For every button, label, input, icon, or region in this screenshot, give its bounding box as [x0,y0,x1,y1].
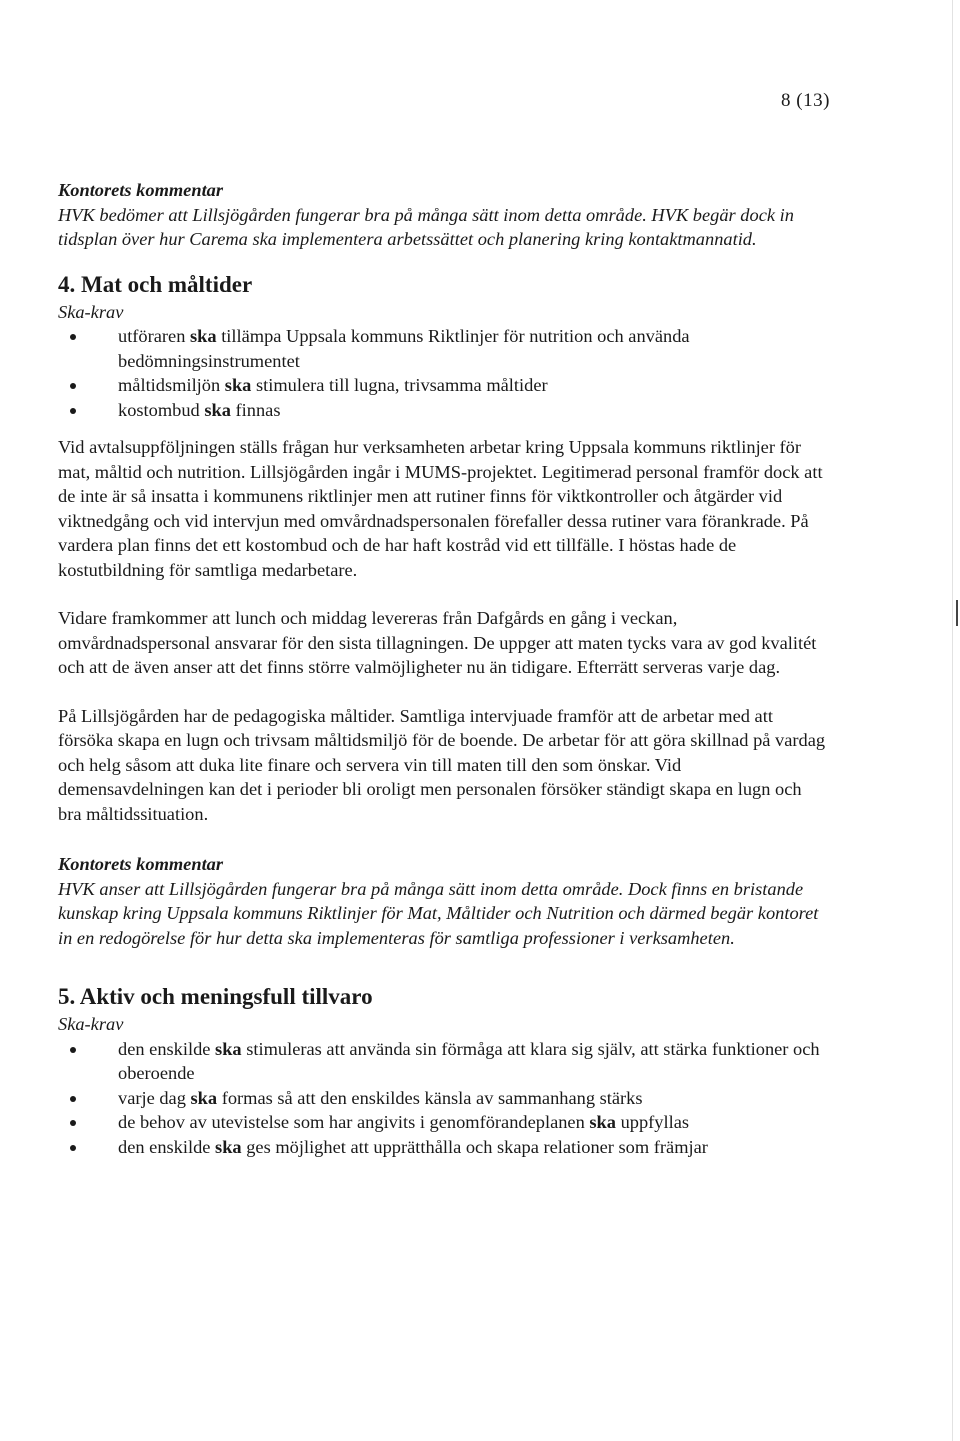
bullet-icon [70,1145,76,1151]
bullet-icon [70,408,76,414]
body-paragraph: Vidare framkommer att lunch och middag levereras från Dafgårds en gång i veckan, omvårdnadspersonal ansvarar för den sista tillagningen. De uppger att maten tycks vara av god kvalitét och att de även anser att det finns större valmöjligheter nu än tidigare. Efterrätt serveras varje dag. [58,608,817,677]
item-keyword: ska [190,1087,218,1108]
item-text: stimulera till lugna, trivsamma måltider [251,375,548,395]
item-text: utföraren [118,326,190,346]
scan-margin-mark [956,600,958,626]
item-keyword: ska [215,1136,242,1157]
item-text: tillämpa Uppsala kommuns Riktlinjer för nutrition och använda bedömningsinstrumentet [118,326,690,371]
item-keyword: ska [215,1038,242,1059]
section-title: 4. Mat och måltider [58,271,253,297]
list-item [58,1135,828,1160]
item-text: måltidsmiljön [118,375,225,395]
item-text: kostombud [118,399,205,420]
section-title: 5. Aktiv och meningsfull tillvaro [58,984,373,1009]
requirement-list [58,324,828,422]
item-text: ges möjlighet att upprätthålla och skapa relationer som främjar [241,1136,708,1157]
body-paragraph: På Lillsjögården har de pedagogiska måltider. Samtliga intervjuade framför att de arbetar med att försöka skapa en lugn och trivsam måltidsmiljö för de boende. De arbetar för att göra skillnad på vardag och helg såsom att duka lite finare och servera vin till maten till den som önskar. Vid demensavdelningen kan det i perioder bli oroligt men personalen försöker ständigt skapa en lugn och bra måltidssituation. [58,705,826,824]
bullet-icon [70,1120,76,1126]
item-text: den enskilde [118,1136,216,1157]
item-text: varje dag [118,1087,191,1108]
list-item [58,1086,828,1111]
item-keyword: ska [190,326,217,346]
bullet-icon [70,1096,76,1102]
item-keyword: ska [204,399,231,420]
item-text: stimuleras att använda sin förmåga att klara sig själv, att stärka funktioner och oberoende [118,1038,820,1083]
page-number: 8 (13) [781,90,830,111]
document-body [58,178,828,1159]
requirement-label: Ska-krav [58,1014,124,1034]
item-text: finnas [230,399,281,420]
list-item [58,398,828,423]
list-item [58,324,828,373]
comment-text: HVK anser att Lillsjögården fungerar bra på många sätt inom detta område. Dock finns en bristande kunskap kring Uppsala kommuns Riktlinjer för Mat, Måltider och Nutrition och därmed begär kontoret in en redogörelse för hur detta ska implementeras för samtliga professioner i verksamheten. [58,878,819,948]
page-edge-line [952,0,953,1441]
item-text: den enskilde [118,1038,216,1059]
requirement-list [58,1037,828,1160]
item-keyword: ska [589,1112,616,1132]
item-keyword: ska [224,375,252,395]
item-text: formas så att den enskildes känsla av sammanhang stärks [217,1087,643,1108]
list-item [58,373,828,398]
body-paragraph: Vid avtalsuppföljningen ställs frågan hur verksamheten arbetar kring Uppsala kommuns riktlinjer för mat, måltid och nutrition. Lillsjögården ingår i MUMS-projektet. Legitimerad personal framför dock att de inte är så insatta i kommunens riktlinjer men att rutiner finns för viktkontroller och åtgärder vid viktnedgång och vid intervjun med omvårdnadspersonalen förefaller dessa rutiner vara förankrade. På vardera plan finns det ett kostombud och de har haft kostråd vid ett tillfälle. I höstas hade de kostutbildning för samtliga medarbetare. [58,437,823,580]
bullet-icon [70,334,76,340]
item-text: uppfyllas [615,1112,690,1132]
comment-heading: Kontorets kommentar [58,180,224,200]
item-text: de behov av utevistelse som har angivits i genomförandeplanen [118,1112,590,1132]
comment-heading: Kontorets kommentar [58,854,224,874]
list-item [58,1110,828,1135]
bullet-icon [70,383,76,389]
requirement-label: Ska-krav [58,301,124,322]
bullet-icon [70,1047,76,1053]
comment-text: HVK bedömer att Lillsjögården fungerar bra på många sätt inom detta område. HVK begär dock in tidsplan över hur Carema ska implementera arbetssättet och planering kring kontaktmannatid. [58,204,794,249]
list-item [58,1037,828,1086]
